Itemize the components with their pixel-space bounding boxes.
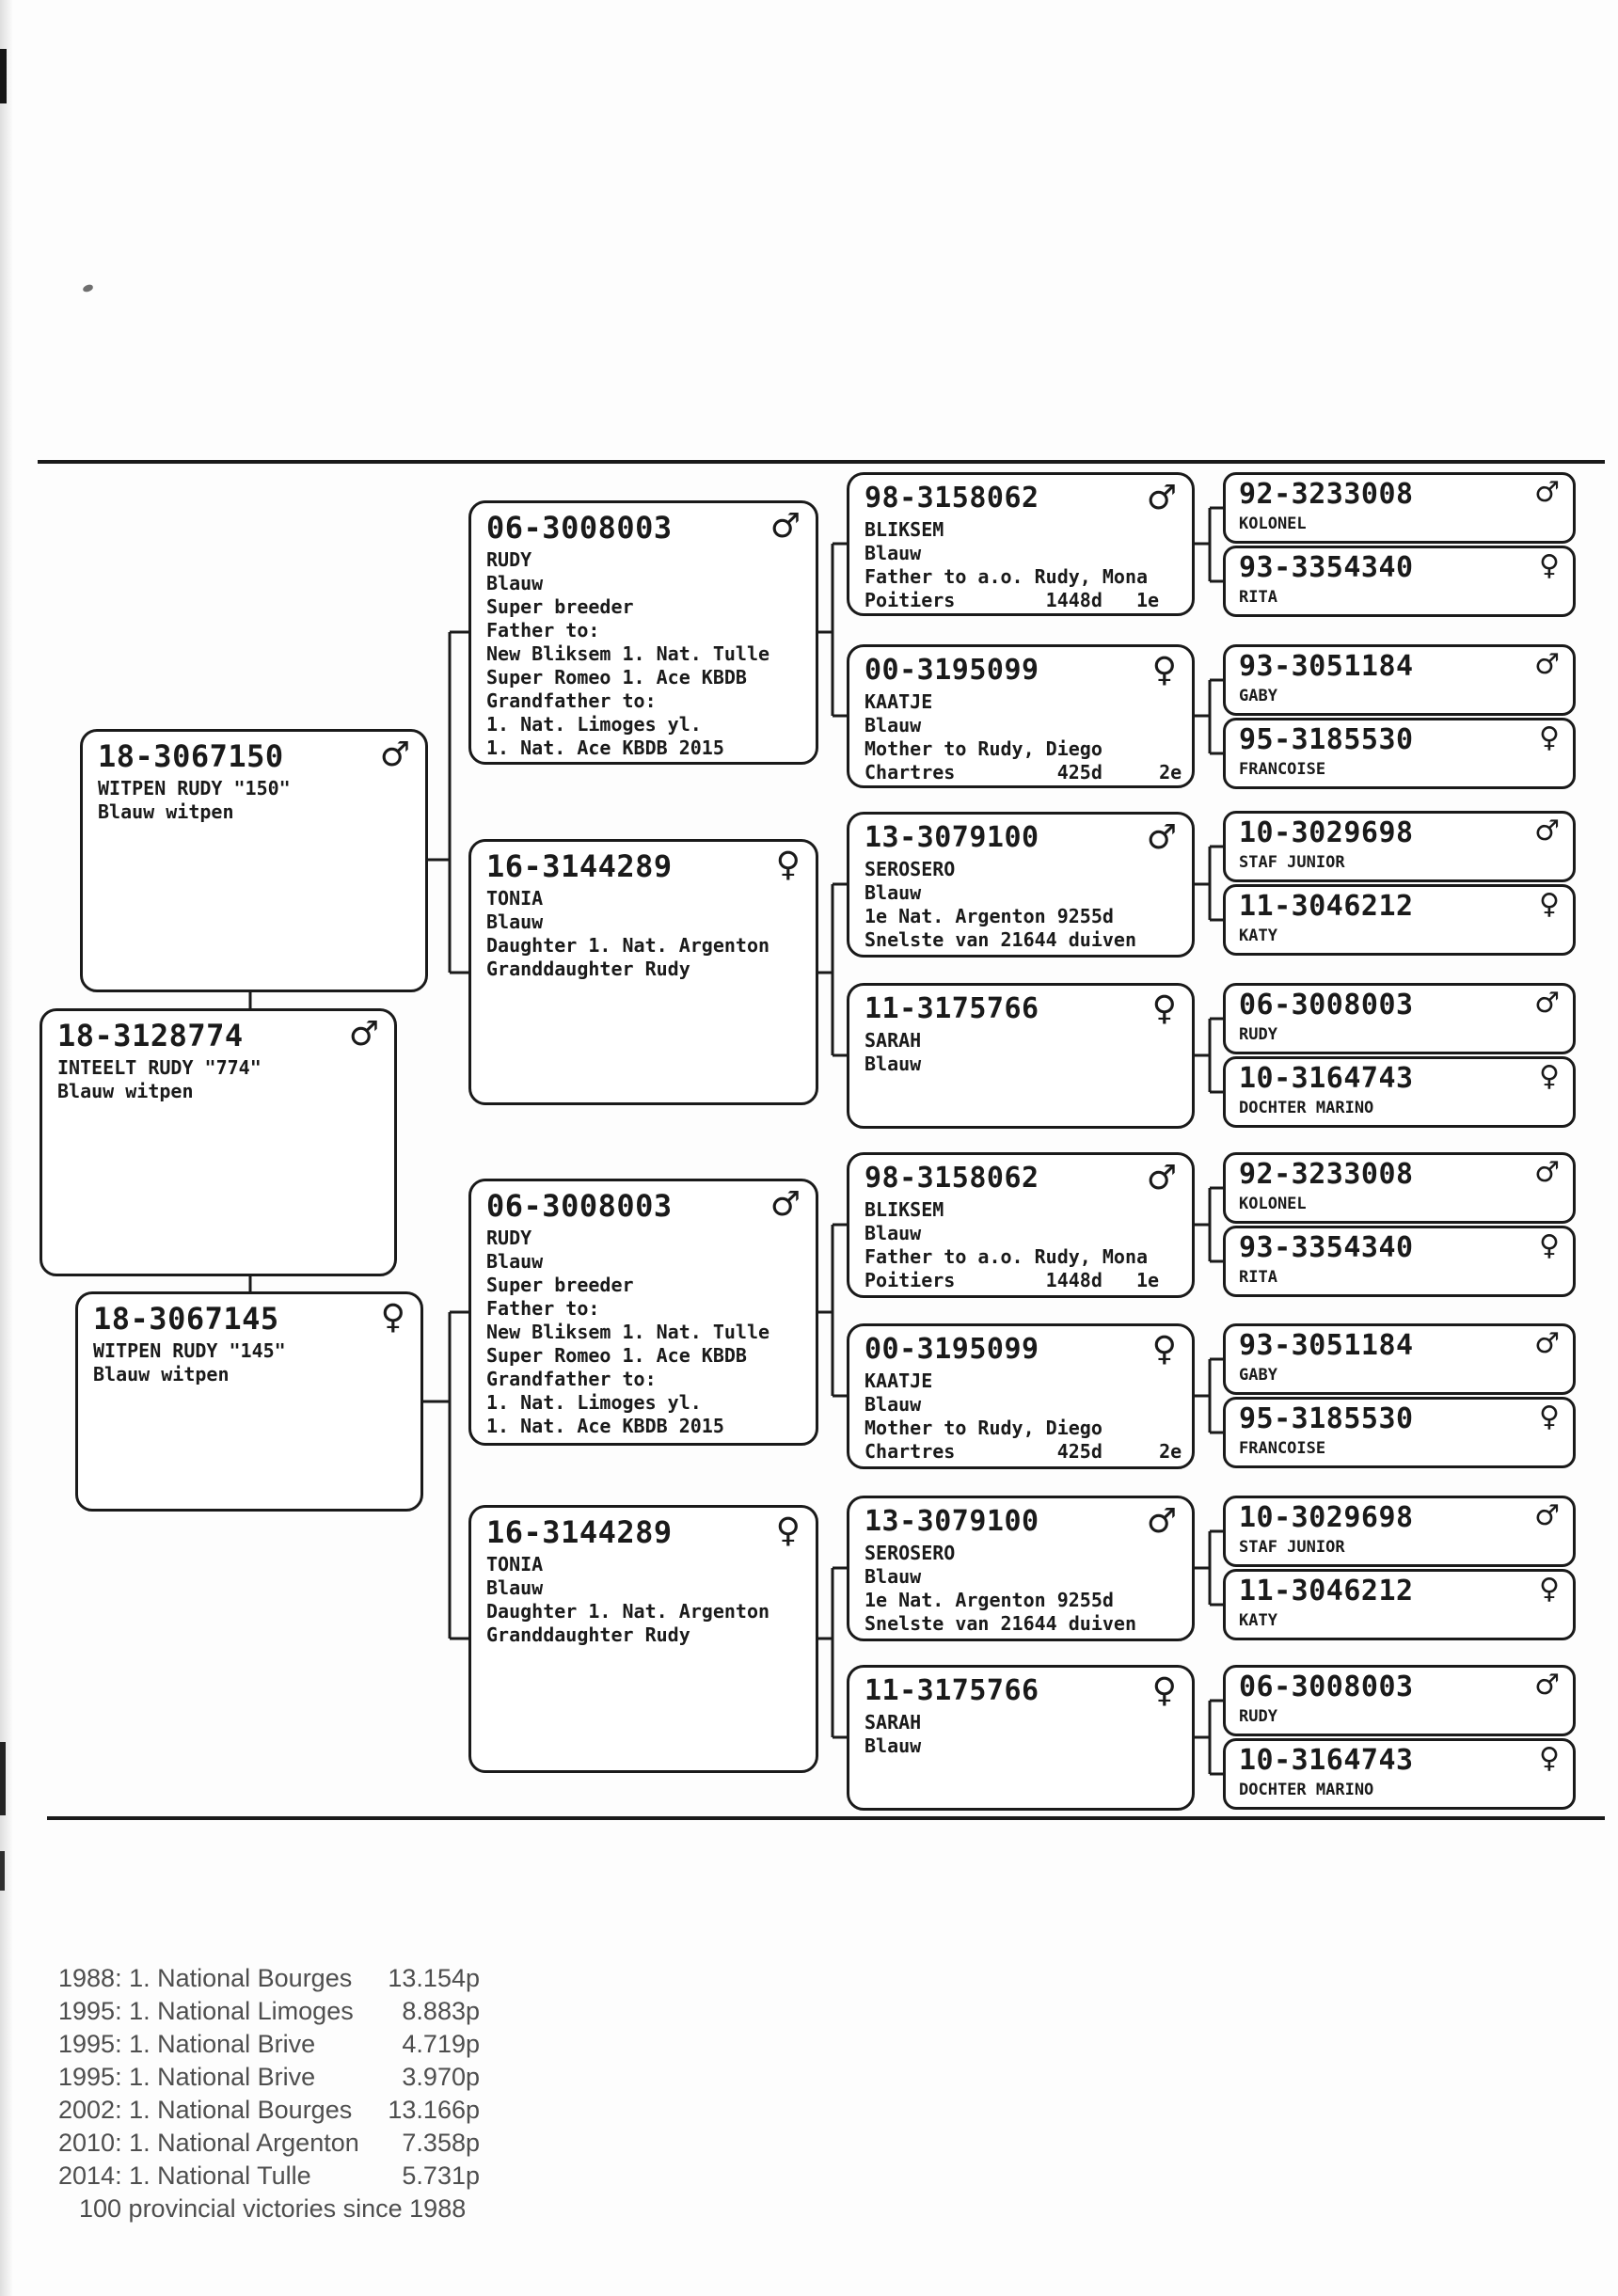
box-gen4-kaatje-2 bbox=[847, 1323, 1195, 1469]
bird-info-line: Mother to Rudy, Diego bbox=[865, 737, 1102, 760]
box-gen5-gaby-2 bbox=[1223, 1323, 1576, 1395]
bird-name: STAF JUNIOR bbox=[1239, 853, 1345, 872]
achievement-label: 2014: 1. National Tulle bbox=[58, 2161, 311, 2190]
ring-number: 93-3354340 bbox=[1239, 1231, 1414, 1264]
bird-name: TONIA bbox=[486, 1553, 544, 1576]
ring-number: 92-3233008 bbox=[1239, 478, 1414, 511]
bird-name: SEROSERO bbox=[865, 858, 956, 880]
bird-info-line: 1e Nat. Argenton 9255d bbox=[865, 1589, 1114, 1611]
female-icon: ♀ bbox=[1539, 1060, 1560, 1093]
bird-name: RITA bbox=[1239, 1268, 1277, 1287]
bird-name: RUDY bbox=[1239, 1025, 1277, 1044]
bird-info-line: Snelste van 21644 duiven bbox=[865, 928, 1136, 951]
ring-number: 18-3067145 bbox=[93, 1301, 279, 1337]
box-gen5-francoise-2 bbox=[1223, 1397, 1576, 1468]
achievement-label: 1995: 1. National Brive bbox=[58, 2030, 316, 2058]
male-icon: ♂ bbox=[1534, 648, 1560, 681]
box-gen5-staf-junior-2 bbox=[1223, 1496, 1576, 1567]
bird-name: FRANCOISE bbox=[1239, 760, 1326, 779]
achievement-row bbox=[58, 2028, 480, 2061]
female-icon: ♀ bbox=[1539, 1573, 1560, 1606]
bird-name: WITPEN RUDY "150" bbox=[98, 777, 291, 800]
bird-info-line: Blauw bbox=[486, 1576, 544, 1599]
box-gen5-dochter-marino-1 bbox=[1223, 1056, 1576, 1128]
achievement-points: 8.883p bbox=[402, 1997, 480, 2025]
bird-info-line: Blauw bbox=[865, 881, 922, 904]
ring-number: 00-3195099 bbox=[865, 1333, 1039, 1366]
ring-number: 98-3158062 bbox=[865, 1162, 1039, 1195]
ring-number: 00-3195099 bbox=[865, 654, 1039, 687]
bird-name: KOLONEL bbox=[1239, 1195, 1307, 1213]
box-gen4-bliksem-2 bbox=[847, 1152, 1195, 1298]
box-gen5-dochter-marino-2 bbox=[1223, 1738, 1576, 1810]
bird-info-line: Grandfather to: bbox=[486, 1368, 657, 1390]
box-gen5-francoise-1 bbox=[1223, 718, 1576, 789]
box-gen2-witpen-rudy-145 bbox=[75, 1291, 423, 1512]
bird-info-line: Father to: bbox=[486, 1297, 600, 1320]
achievement-points: 13.154p bbox=[388, 1964, 480, 1992]
achievement-points: 5.731p bbox=[402, 2161, 480, 2190]
achievement-row bbox=[58, 2127, 480, 2160]
ring-number: 11-3046212 bbox=[1239, 1575, 1414, 1607]
box-gen5-rita-2 bbox=[1223, 1226, 1576, 1297]
box-gen4-sarah-2 bbox=[847, 1665, 1195, 1811]
bird-info-line: Daughter 1. Nat. Argenton bbox=[486, 1600, 770, 1623]
male-icon: ♂ bbox=[1534, 1327, 1560, 1360]
ring-number: 93-3051184 bbox=[1239, 1329, 1414, 1362]
ring-number: 10-3164743 bbox=[1239, 1744, 1414, 1777]
bird-info-line: 1. Nat. Ace KBDB 2015 bbox=[486, 1415, 724, 1437]
bird-info-line: New Bliksem 1. Nat. Tulle bbox=[486, 642, 770, 665]
achievement-points: 3.970p bbox=[402, 2063, 480, 2091]
bird-info-line: Chartres 425d 2e bbox=[865, 761, 1182, 784]
bird-name: KATY bbox=[1239, 926, 1277, 945]
box-gen4-sarah-1 bbox=[847, 983, 1195, 1129]
box-gen5-rita-1 bbox=[1223, 546, 1576, 617]
ring-number: 10-3164743 bbox=[1239, 1062, 1414, 1095]
female-icon: ♀ bbox=[1151, 990, 1177, 1028]
bird-name: KAATJE bbox=[865, 1370, 933, 1392]
bird-info-line: Blauw witpen bbox=[93, 1363, 230, 1386]
achievements-list bbox=[58, 1962, 480, 2225]
box-gen5-kolonel-2 bbox=[1223, 1152, 1576, 1224]
box-gen4-bliksem-1 bbox=[847, 472, 1195, 616]
male-icon: ♂ bbox=[769, 507, 801, 546]
bird-name: INTEELT RUDY "774" bbox=[57, 1056, 262, 1079]
bird-name: RUDY bbox=[1239, 1707, 1277, 1726]
ring-number: 18-3128774 bbox=[57, 1018, 244, 1053]
male-icon: ♂ bbox=[1146, 479, 1177, 517]
bird-info-line: Grandfather to: bbox=[486, 689, 657, 712]
bird-name: TONIA bbox=[486, 887, 544, 910]
female-icon: ♀ bbox=[1539, 1742, 1560, 1775]
male-icon: ♂ bbox=[1534, 1499, 1560, 1532]
achievement-label: 2002: 1. National Bourges bbox=[58, 2096, 353, 2124]
bird-info-line: Father to a.o. Rudy, Mona bbox=[865, 565, 1149, 588]
box-gen5-rudy-1 bbox=[1223, 983, 1576, 1054]
ring-number: 18-3067150 bbox=[98, 738, 284, 774]
bird-name: KATY bbox=[1239, 1611, 1277, 1630]
achievement-label: 1995: 1. National Brive bbox=[58, 2063, 316, 2091]
achievement-points: 7.358p bbox=[402, 2129, 480, 2157]
bird-info-line: Granddaughter Rudy bbox=[486, 958, 690, 980]
achievement-label: 1988: 1. National Bourges bbox=[58, 1964, 353, 1992]
bird-name: FRANCOISE bbox=[1239, 1439, 1326, 1458]
male-icon: ♂ bbox=[1534, 1669, 1560, 1702]
bird-info-line: 1e Nat. Argenton 9255d bbox=[865, 905, 1114, 927]
ring-number: 98-3158062 bbox=[865, 482, 1039, 515]
male-icon: ♂ bbox=[1534, 815, 1560, 847]
achievements-footer: 100 provincial victories since 1988 bbox=[79, 2194, 467, 2223]
bird-info-line: New Bliksem 1. Nat. Tulle bbox=[486, 1321, 770, 1343]
ring-number: 06-3008003 bbox=[1239, 989, 1414, 1021]
bird-info-line: Father to a.o. Rudy, Mona bbox=[865, 1245, 1149, 1268]
female-icon: ♀ bbox=[1539, 721, 1560, 754]
bird-name: DOCHTER MARINO bbox=[1239, 1099, 1374, 1117]
female-icon: ♀ bbox=[775, 846, 801, 884]
bird-info-line: Blauw bbox=[865, 1393, 922, 1416]
bird-name: GABY bbox=[1239, 1366, 1277, 1385]
bird-info-line: 1. Nat. Limoges yl. bbox=[486, 1391, 702, 1414]
bird-info-line: Daughter 1. Nat. Argenton bbox=[486, 934, 770, 957]
bird-info-line: 1. Nat. Limoges yl. bbox=[486, 713, 702, 736]
achievement-row bbox=[58, 1962, 480, 1995]
ring-number: 06-3008003 bbox=[486, 1188, 673, 1224]
bird-name: SARAH bbox=[865, 1711, 922, 1734]
ring-number: 10-3029698 bbox=[1239, 1501, 1414, 1534]
female-icon: ♀ bbox=[1539, 888, 1560, 921]
bird-info-line: Blauw witpen bbox=[57, 1080, 194, 1102]
achievement-row bbox=[58, 2061, 480, 2094]
bird-info-line: Chartres 425d 2e bbox=[865, 1440, 1182, 1463]
box-gen5-kolonel-1 bbox=[1223, 472, 1576, 544]
ring-number: 10-3029698 bbox=[1239, 816, 1414, 849]
female-icon: ♀ bbox=[380, 1298, 405, 1337]
achievement-points: 4.719p bbox=[402, 2030, 480, 2058]
ring-number: 95-3185530 bbox=[1239, 1402, 1414, 1435]
bird-info-line: Snelste van 21644 duiven bbox=[865, 1612, 1136, 1635]
ring-number: 92-3233008 bbox=[1239, 1158, 1414, 1191]
bird-name: GABY bbox=[1239, 687, 1277, 705]
male-icon: ♂ bbox=[1534, 987, 1560, 1020]
box-gen5-rudy-2 bbox=[1223, 1665, 1576, 1736]
bird-info-line: Father to: bbox=[486, 619, 600, 641]
box-gen4-kaatje-1 bbox=[847, 644, 1195, 788]
male-icon: ♂ bbox=[1534, 476, 1560, 509]
ring-number: 11-3046212 bbox=[1239, 890, 1414, 923]
female-icon: ♀ bbox=[1539, 1401, 1560, 1433]
achievement-label: 2010: 1. National Argenton bbox=[58, 2129, 359, 2157]
box-gen1-inteelt-rudy-774 bbox=[40, 1008, 397, 1276]
achievement-row bbox=[58, 2160, 480, 2193]
box-gen5-katy-1 bbox=[1223, 884, 1576, 956]
bird-name: DOCHTER MARINO bbox=[1239, 1781, 1374, 1799]
male-icon: ♂ bbox=[1146, 818, 1177, 857]
bird-name: BLIKSEM bbox=[865, 518, 944, 541]
bird-info-line: 1. Nat. Ace KBDB 2015 bbox=[486, 736, 724, 759]
bird-info-line: Blauw bbox=[865, 1053, 922, 1075]
ring-number: 11-3175766 bbox=[865, 1674, 1039, 1707]
ring-number: 95-3185530 bbox=[1239, 723, 1414, 756]
ring-number: 13-3079100 bbox=[865, 1505, 1039, 1538]
achievement-points: 13.166p bbox=[388, 2096, 480, 2124]
bird-name: BLIKSEM bbox=[865, 1198, 944, 1221]
ring-number: 16-3144289 bbox=[486, 1514, 673, 1550]
ring-number: 11-3175766 bbox=[865, 992, 1039, 1025]
female-icon: ♀ bbox=[1151, 1671, 1177, 1710]
female-icon: ♀ bbox=[1151, 1330, 1177, 1369]
male-icon: ♂ bbox=[1146, 1159, 1177, 1197]
box-gen3-rudy-1 bbox=[468, 500, 818, 765]
bird-name: KAATJE bbox=[865, 690, 933, 713]
male-icon: ♂ bbox=[769, 1185, 801, 1224]
achievement-row bbox=[58, 1995, 480, 2028]
achievement-label: 1995: 1. National Limoges bbox=[58, 1997, 354, 2025]
bird-info-line: Blauw bbox=[865, 714, 922, 736]
ring-number: 93-3354340 bbox=[1239, 551, 1414, 584]
ring-number: 06-3008003 bbox=[1239, 1671, 1414, 1703]
box-gen3-tonia-2 bbox=[468, 1505, 818, 1773]
bird-info-line: Poitiers 1448d 1e bbox=[865, 589, 1160, 611]
bird-info-line: Granddaughter Rudy bbox=[486, 1623, 690, 1646]
bird-name: KOLONEL bbox=[1239, 515, 1307, 533]
bird-info-line: Blauw witpen bbox=[98, 800, 234, 823]
bird-name: RUDY bbox=[486, 1227, 532, 1249]
bird-info-line: Blauw bbox=[486, 910, 544, 933]
box-gen3-tonia-1 bbox=[468, 839, 818, 1105]
female-icon: ♀ bbox=[775, 1512, 801, 1550]
bird-info-line: Blauw bbox=[486, 572, 544, 594]
bird-info-line: Super breeder bbox=[486, 1274, 634, 1296]
bird-info-line: Poitiers 1448d 1e bbox=[865, 1269, 1160, 1291]
bird-info-line: Blauw bbox=[865, 1222, 922, 1244]
ring-number: 16-3144289 bbox=[486, 848, 673, 884]
bird-info-line: Blauw bbox=[865, 542, 922, 564]
female-icon: ♀ bbox=[1539, 1229, 1560, 1262]
box-gen3-rudy-2 bbox=[468, 1179, 818, 1446]
box-gen5-staf-junior-1 bbox=[1223, 811, 1576, 882]
bird-info-line: Blauw bbox=[865, 1565, 922, 1588]
box-gen2-witpen-rudy-150 bbox=[80, 729, 428, 992]
box-gen5-gaby-1 bbox=[1223, 644, 1576, 716]
box-gen5-katy-2 bbox=[1223, 1569, 1576, 1640]
male-icon: ♂ bbox=[348, 1015, 379, 1053]
bird-name: SARAH bbox=[865, 1029, 922, 1052]
bird-name: STAF JUNIOR bbox=[1239, 1538, 1345, 1557]
box-gen4-serosero-1 bbox=[847, 812, 1195, 958]
bird-name: RUDY bbox=[486, 548, 532, 571]
box-gen4-serosero-2 bbox=[847, 1496, 1195, 1641]
bird-name: SEROSERO bbox=[865, 1542, 956, 1564]
ring-number: 13-3079100 bbox=[865, 821, 1039, 854]
bird-name: RITA bbox=[1239, 588, 1277, 607]
bird-info-line: Super Romeo 1. Ace KBDB bbox=[486, 666, 747, 689]
male-icon: ♂ bbox=[379, 736, 410, 774]
achievement-row bbox=[58, 2094, 480, 2127]
ring-number: 93-3051184 bbox=[1239, 650, 1414, 683]
male-icon: ♂ bbox=[1146, 1502, 1177, 1541]
bird-info-line: Mother to Rudy, Diego bbox=[865, 1417, 1102, 1439]
male-icon: ♂ bbox=[1534, 1156, 1560, 1189]
female-icon: ♀ bbox=[1151, 651, 1177, 689]
bird-info-line: Blauw bbox=[865, 1734, 922, 1757]
bird-name: WITPEN RUDY "145" bbox=[93, 1339, 286, 1362]
bird-info-line: Super Romeo 1. Ace KBDB bbox=[486, 1344, 747, 1367]
female-icon: ♀ bbox=[1539, 549, 1560, 582]
bird-info-line: Blauw bbox=[486, 1250, 544, 1273]
bird-info-line: Super breeder bbox=[486, 595, 634, 618]
ring-number: 06-3008003 bbox=[486, 510, 673, 546]
